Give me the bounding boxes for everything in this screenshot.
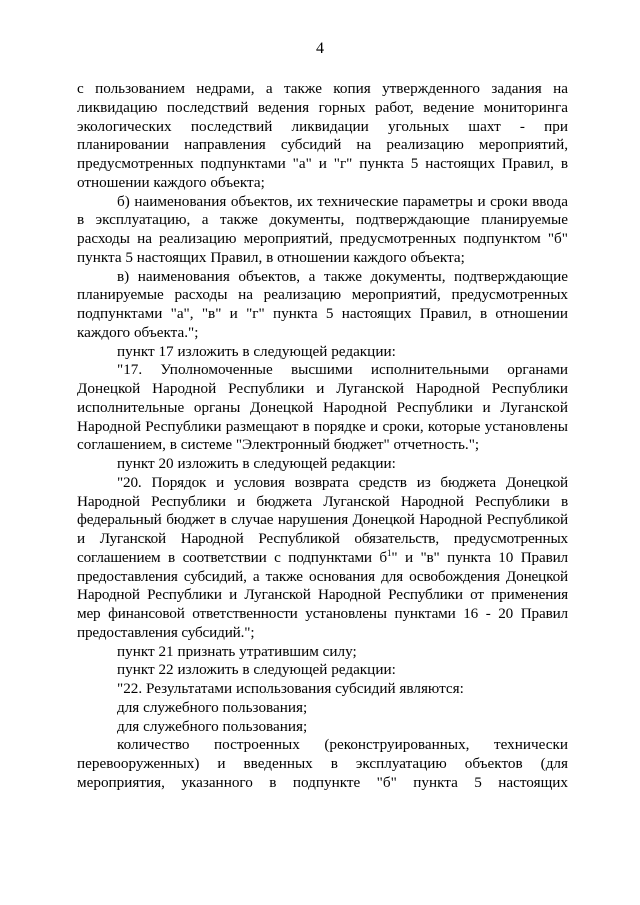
paragraph-item-b: б) наименования объектов, их технические параметры и сроки ввода в эксплуатацию, а также документы, подтверждающие планируемые расходы на реализацию мероприятий, предусмотренных подпунктом "б" пункта 5 настоящих Правил, в отношении каждого объекта; — [77, 192, 568, 266]
paragraph-instruction-20: пункт 20 изложить в следующей редакции: — [117, 455, 396, 472]
paragraph-restricted-2: для служебного пользования; — [117, 717, 308, 735]
superscript-mark: 1 — [387, 547, 392, 558]
paragraph-clause-20 — [77, 474, 568, 643]
paragraph-instruction-21: пункт 21 признать утратившим силу; — [117, 642, 357, 660]
paragraph-instruction-22: пункт 22 изложить в следующей редакции: — [117, 661, 396, 679]
clause-20-text-after: " и "в" пункта 10 Правил предоставления субсидий, а также основания для освобождения Донецкой Народной Республики и Луганской Народной Республики от применения мер финансовой ответственности установлены пунктами 16 - 20 Правил предоставления субсидий."; — [77, 548, 568, 641]
document-body — [77, 80, 568, 793]
paragraph-result-count: количество построенных (реконструированных, технически перевооруженных) и введенных в эксплуатацию объектов (для мероприятия, указанного в подпункте "б" пункта 5 настоящих — [77, 736, 568, 791]
clause-20-text-before: "20. Порядок и условия возврата средств из бюджета Донецкой Народной Республики и бюджета Луганской Народной Республики в федеральный бюджет в случае нарушения Донецкой Народной Республикой и Луганской Народной Республикой обязательств, предусмотренных соглашением в соответствии с подпунктами б — [77, 473, 568, 566]
paragraph-clause-22: "22. Результатами использования субсидий являются: — [117, 680, 464, 697]
paragraph-restricted-1: для служебного пользования; — [117, 698, 308, 716]
paragraph-instruction-17: пункт 17 изложить в следующей редакции: — [117, 342, 396, 360]
paragraph-continuation: с пользованием недрами, а также копия утвержденного задания на ликвидацию последствий ведения горных работ, ведение мониторинга экологических последствий ликвидации угольных шахт - при планировании направления субсидий на реализацию мероприятий, предусмотренных подпунктами "а" и "г" пункта 5 настоящих Правил, в отношении каждого объекта; — [77, 80, 568, 191]
paragraph-item-v: в) наименования объектов, а также документы, подтверждающие планируемые расходы на реализацию мероприятий, предусмотренных подпунктами "а", "в" и "г" пункта 5 настоящих Правил, в отношении каждого объекта."; — [77, 267, 568, 341]
page-number: 4 — [316, 40, 324, 57]
paragraph-clause-17: "17. Уполномоченные высшими исполнительными органами Донецкой Народной Республики и Луганской Народной Республики исполнительные органы Донецкой Народной Республики и Луганской Народной Республики размещают в порядке и сроки, которые установлены соглашением, в системе "Электронный бюджет" отчетность."; — [77, 361, 568, 454]
